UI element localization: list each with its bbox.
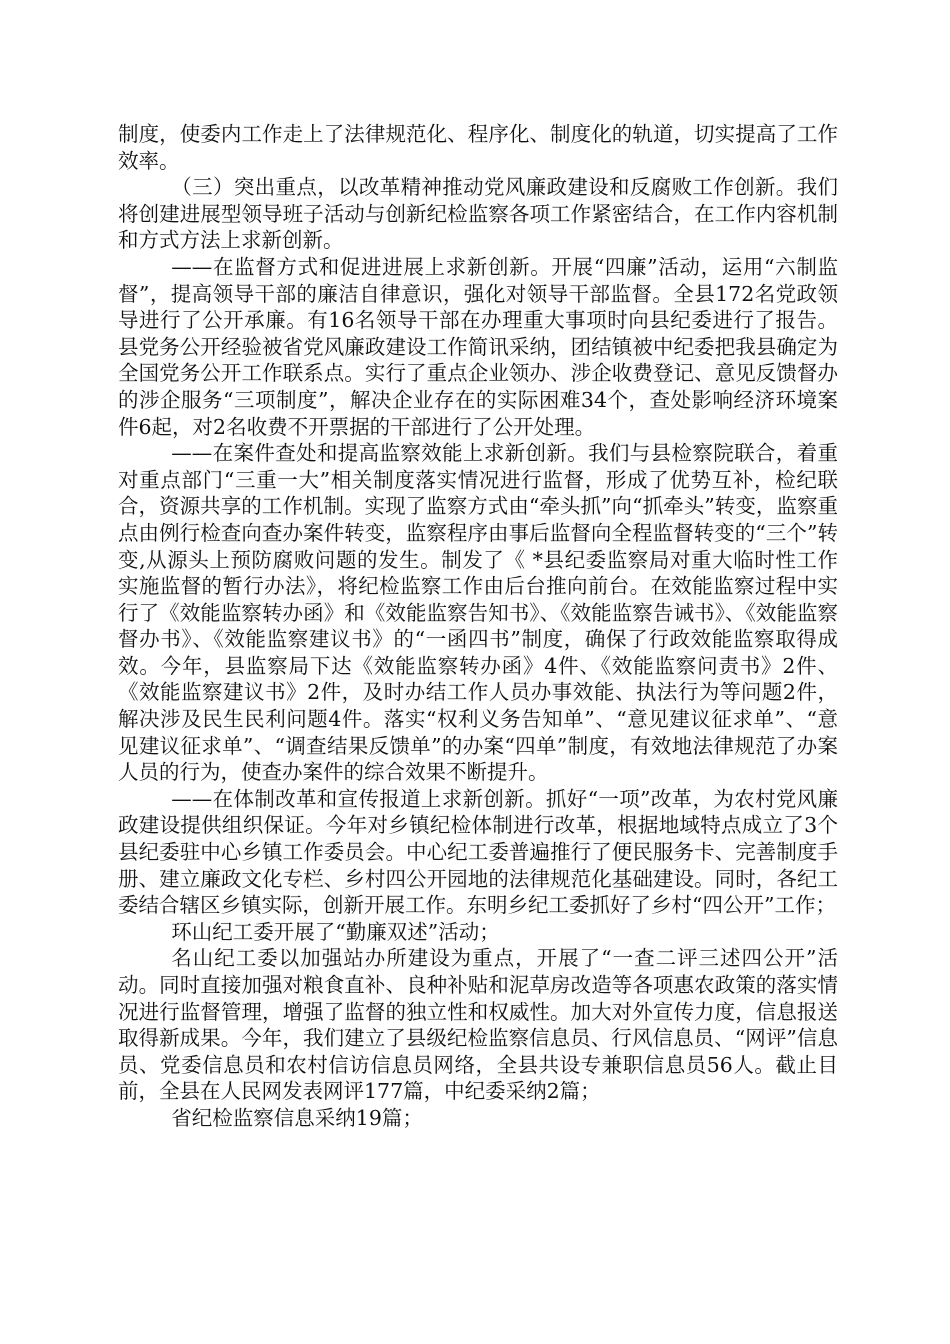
paragraph-huanshan: 环山纪工委开展了“勤廉双述”活动； <box>171 919 500 944</box>
paragraph-supervision-innovation: ——在监督方式和促进进展上求新创新。开展“四廉”活动，运用“六制监督”，提高领导干部的廉洁自律意识，强化对领导干部监督。全县172名党政领导进行了公开承廉。有16名领导干部在办理重大事项时向县纪委进行了报告。县党务公开经验被省党风廉政建设工作简讯采纳，团结镇被中纪委把我县确定为全国党务公开工作联系点。实行了重点企业领办、涉企收费登记、意见反馈督办的涉企服务“三项制度”，解决企业存在的实际困难34个，查处影响经济环境案件6起，对2名收费不开票据的干部进行了公开处理。 <box>118 254 838 439</box>
paragraph-mingshan: 名山纪工委以加强站办所建设为重点，开展了“一查二评三述四公开”活动。同时直接加强对粮食直补、良种补贴和泥草房改造等各项惠农政策的落实情况进行监督管理，增强了监督的独立性和权威性。加大对外宣传力度，信息报送取得新成果。今年，我们建立了县级纪检监察信息员、行风信息员、“网评”信息员、党委信息员和农村信访信息员网络，全县共设专兼职信息员56人。截止目前，全县在人民网发表网评177篇，中纪委采纳2篇； <box>118 946 838 1104</box>
paragraph-case-handling-innovation: ——在案件查处和提高监察效能上求新创新。我们与县检察院联合，着重对重点部门“三重一大”相关制度落实情况进行监督，形成了优势互补，检纪联合，资源共享的工作机制。实现了监察方式由“牵头抓”向“抓牵头”转变，监察重点由例行检查向查办案件转变，监察程序由事后监督向全程监督转变的“三个”转变,从源头上预防腐败问题的发生。制发了《 *县纪委监察局对重大临时性工作实施监督的暂行办法》，将纪检监察工作由后台推向前台。在效能监察过程中实行了《效能监察转办函》和《效能监察告知书》、《效能监察告诫书》、《效能监察督办书》、《效能监察建议书》的“一函四书”制度，确保了行政效能监察取得成效。今年，县监察局下达《效能监察转办函》4件、《效能监察问责书》2件、《效能监察建议书》2件，及时办结工作人员办事效能、执法行为等问题2件，解决涉及民生民利问题4件。落实“权利义务告知单”、“意见建议征求单”、“意见建议征求单”、“调查结果反馈单”的办案“四单”制度，有效地法律规范了办案人员的行为，使查办案件的综合效果不断提升。 <box>118 441 838 785</box>
paragraph-provincial-adoption: 省纪检监察信息采纳19篇； <box>171 1105 423 1130</box>
paragraph-section-three: （三）突出重点，以改革精神推动党风廉政建设和反腐败工作创新。我们将创建进展型领导班子活动与创新纪检监察各项工作紧密结合，在工作内容机制和方式方法上求新创新。 <box>118 175 838 253</box>
paragraph-continuation: 制度，使委内工作走上了法律规范化、程序化、制度化的轨道，切实提高了工作效率。 <box>118 122 838 173</box>
body-text <box>118 121 838 1132</box>
paragraph-system-reform-innovation: ——在体制改革和宣传报道上求新创新。抓好“一项”改革，为农村党风廉政建设提供组织保证。今年对乡镇纪检体制进行改革，根据地域特点成立了3个县纪委驻中心乡镇工作委员会。中心纪工委普遍推行了便民服务卡、完善制度手册、建立廉政文化专栏、乡村四公开园地的法律规范化基础建设。同时，各纪工委结合辖区乡镇实际，创新开展工作。东明乡纪工委抓好了乡村“四公开”工作； <box>118 786 838 918</box>
